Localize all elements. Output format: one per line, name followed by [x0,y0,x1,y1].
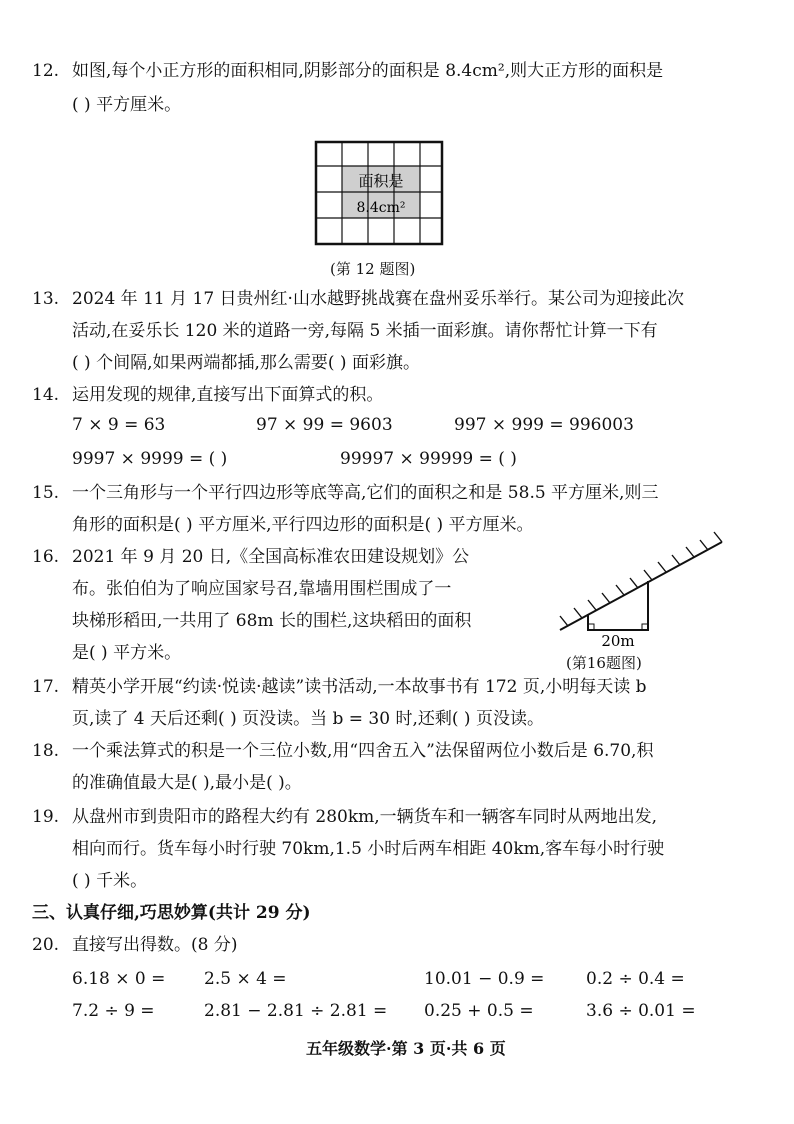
dimension-label: 20m [601,632,635,650]
calc-item: 2.81 − 2.81 ÷ 2.81 = [204,1001,388,1021]
question-text: 块梯形稻田,一共用了 68m 长的围栏,这块稻田的面积 [72,611,472,631]
question-number: 17. [32,677,60,697]
question-text: 相向而行。货车每小时行驶 70km,1.5 小时后两车相距 40km,客车每小时行驶 [72,839,665,859]
calc-item: 0.2 ÷ 0.4 = [586,969,685,989]
question-text: 2021 年 9 月 20 日,《全国高标准农田建设规划》公 [72,547,470,567]
figure-caption: (第 12 题图) [330,260,416,278]
equation: 97 × 99 = 9603 [256,415,393,435]
equation: 7 × 9 = 63 [72,415,166,435]
trapezoid-field-figure [550,530,730,652]
question-text: 直接写出得数。(8 分) [72,935,238,955]
figure-label: 8.4cm² [356,200,406,216]
question-number: 12. [32,61,60,81]
question-text: ( ) 平方厘米。 [72,95,182,115]
question-number: 13. [32,289,60,309]
equation: 99997 × 99999 = ( ) [340,449,517,469]
question-text: 角形的面积是( ) 平方厘米,平行四边形的面积是( ) 平方厘米。 [72,515,534,535]
calc-item: 10.01 − 0.9 = [424,969,545,989]
question-text: 运用发现的规律,直接写出下面算式的积。 [72,385,384,405]
equation: 997 × 999 = 996003 [454,415,634,435]
section-title: 三、认真仔细,巧思妙算(共计 29 分) [32,903,311,923]
page-footer: 五年级数学·第 3 页·共 6 页 [306,1039,506,1058]
question-text: ( ) 个间隔,如果两端都插,那么需要( ) 面彩旗。 [72,353,420,373]
question-number: 15. [32,483,60,503]
calc-item: 2.5 × 4 = [204,969,287,989]
question-text: 布。张伯伯为了响应国家号召,靠墙用围栏围成了一 [72,579,452,599]
question-text: 2024 年 11 月 17 日贵州红·山水越野挑战赛在盘州妥乐举行。某公司为迎接此次 [72,289,684,309]
question-number: 18. [32,741,60,761]
calc-item: 0.25 + 0.5 = [424,1001,534,1021]
question-text: 一个乘法算式的积是一个三位小数,用“四舍五入”法保留两位小数后是 6.70,积 [72,741,654,761]
calc-item: 3.6 ÷ 0.01 = [586,1001,696,1021]
question-number: 20. [32,935,60,955]
question-number: 19. [32,807,60,827]
figure-label: 面积是 [358,172,404,190]
equation: 9997 × 9999 = ( ) [72,449,228,469]
wall-line [560,542,722,630]
question-text: 页,读了 4 天后还剩( ) 页没读。当 b = 30 时,还剩( ) 页没读。 [72,709,544,729]
question-text: 的准确值最大是( ),最小是( )。 [72,773,302,793]
question-text: 如图,每个小正方形的面积相同,阴影部分的面积是 8.4cm²,则大正方形的面积是 [72,61,664,81]
wall-hatching [560,532,722,626]
question-number: 14. [32,385,60,405]
calc-item: 6.18 × 0 = [72,969,166,989]
question-text: ( ) 千米。 [72,871,148,891]
grid-figure [314,140,444,246]
question-text: 从盘州市到贵阳市的路程大约有 280km,一辆货车和一辆客车同时从两地出发, [72,807,658,827]
question-text: 一个三角形与一个平行四边形等底等高,它们的面积之和是 58.5 平方厘米,则三 [72,483,659,503]
calc-item: 7.2 ÷ 9 = [72,1001,155,1021]
question-text: 是( ) 平方米。 [72,643,182,663]
question-text: 精英小学开展“约读·悦读·越读”读书活动,一本故事书有 172 页,小明每天读 b [72,677,647,697]
question-text: 活动,在妥乐长 120 米的道路一旁,每隔 5 米插一面彩旗。请你帮忙计算一下有 [72,321,658,341]
question-number: 16. [32,547,60,567]
figure-caption: (第16题图) [566,654,642,672]
